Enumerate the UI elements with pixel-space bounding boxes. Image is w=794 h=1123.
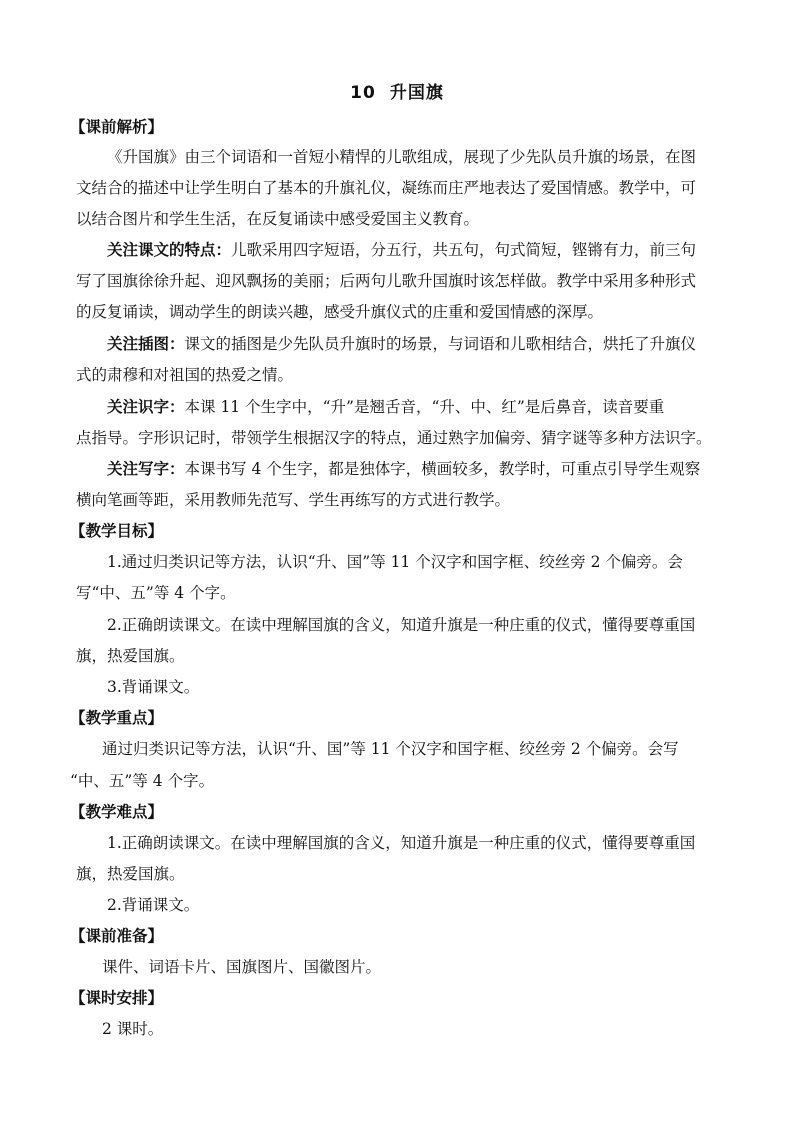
list-item-line: 2.背诵课文。	[107, 896, 200, 914]
paragraph-line: 《升国旗》由三个词语和一首短小精悍的儿歌组成，展现了少先队员升旗的场景，在图	[107, 148, 697, 166]
section-heading-preparation: 【课前准备】	[70, 927, 164, 945]
paragraph-text: 儿歌采用四字短语，分五行，共五句，句式简短，铿锵有力，前三句	[231, 241, 697, 259]
lesson-name: 升国旗	[389, 83, 444, 103]
paragraph-line: 文结合的描述中让学生明白了基本的升旗礼仪，凝练而庄严地表达了爱国情感。教学中，可	[76, 179, 697, 197]
paragraph-line: 写了国旗徐徐升起、迎风飘扬的美丽；后两句儿歌升国旗时该怎样做。教学中采用多种形式	[76, 272, 697, 290]
paragraph-line: 点指导。字形识记时，带领学生根据汉字的特点，通过熟字加偏旁、猜字谜等多种方法识字。	[76, 429, 712, 447]
paragraph-line: 课件、词语卡片、国旗图片、国徽图片。	[102, 958, 382, 976]
paragraph-text: 本课书写 4 个生字，都是独体字，横画较多，教学时，可重点引导学生观察	[184, 460, 701, 478]
paragraph-line: 的反复诵读，调动学生的朗读兴趣，感受升旗仪式的庄重和爱国情感的深厚。	[76, 303, 604, 321]
paragraph-line: 横向笔画等距，采用教师先范写、学生再练写的方式进行教学。	[76, 491, 511, 509]
paragraph-lead: 关注课文的特点：	[107, 241, 232, 259]
paragraph-line: 通过归类识记等方法，认识“升、国”等 11 个汉字和国字框、绞丝旁 2 个偏旁。会写	[102, 740, 679, 758]
paragraph-line	[107, 459, 700, 479]
lesson-title	[0, 78, 794, 103]
paragraph-lead: 关注识字：	[107, 398, 185, 416]
section-heading-difficulties: 【教学难点】	[70, 803, 164, 821]
list-item-line: 3.背诵课文。	[107, 678, 200, 696]
paragraph-line	[107, 397, 664, 417]
paragraph-line: 式的肃穆和对祖国的热爱之情。	[76, 366, 294, 384]
paragraph-lead: 关注插图：	[107, 335, 185, 353]
list-item-line: 旗，热爱国旗。	[76, 865, 185, 883]
list-item-line: 1.正确朗读课文。在读中理解国旗的含义，知道升旗是一种庄重的仪式，懂得要尊重国	[107, 834, 696, 852]
list-item-line: 写“中、五”等 4 个字。	[76, 584, 236, 602]
section-heading-pre-analysis: 【课前解析】	[70, 118, 164, 136]
paragraph-line	[107, 334, 696, 354]
list-item-line: 2.正确朗读课文。在读中理解国旗的含义，知道升旗是一种庄重的仪式，懂得要尊重国	[107, 616, 696, 634]
paragraph-text: 本课 11 个生字中，“升”是翘舌音，“升、中、红”是后鼻音，读音要重	[184, 398, 665, 416]
section-heading-schedule: 【课时安排】	[70, 989, 164, 1007]
section-heading-key-points: 【教学重点】	[70, 709, 164, 727]
paragraph-line: 以结合图片和学生生活，在反复诵读中感受爱国主义教育。	[76, 210, 480, 228]
list-item-line: 旗，热爱国旗。	[76, 647, 185, 665]
paragraph-line: “中、五”等 4 个字。	[70, 772, 215, 790]
paragraph-text: 课文的插图是少先队员升旗时的场景，与词语和儿歌相结合，烘托了升旗仪	[184, 335, 697, 353]
list-item-line: 1.通过归类识记等方法，认识“升、国”等 11 个汉字和国字框、绞丝旁 2 个偏旁。会	[107, 553, 683, 571]
lesson-number: 10	[350, 83, 376, 103]
section-heading-objectives: 【教学目标】	[70, 522, 164, 540]
paragraph-lead: 关注写字：	[107, 460, 185, 478]
paragraph-line: 2 课时。	[102, 1020, 164, 1038]
paragraph-line	[107, 240, 696, 260]
